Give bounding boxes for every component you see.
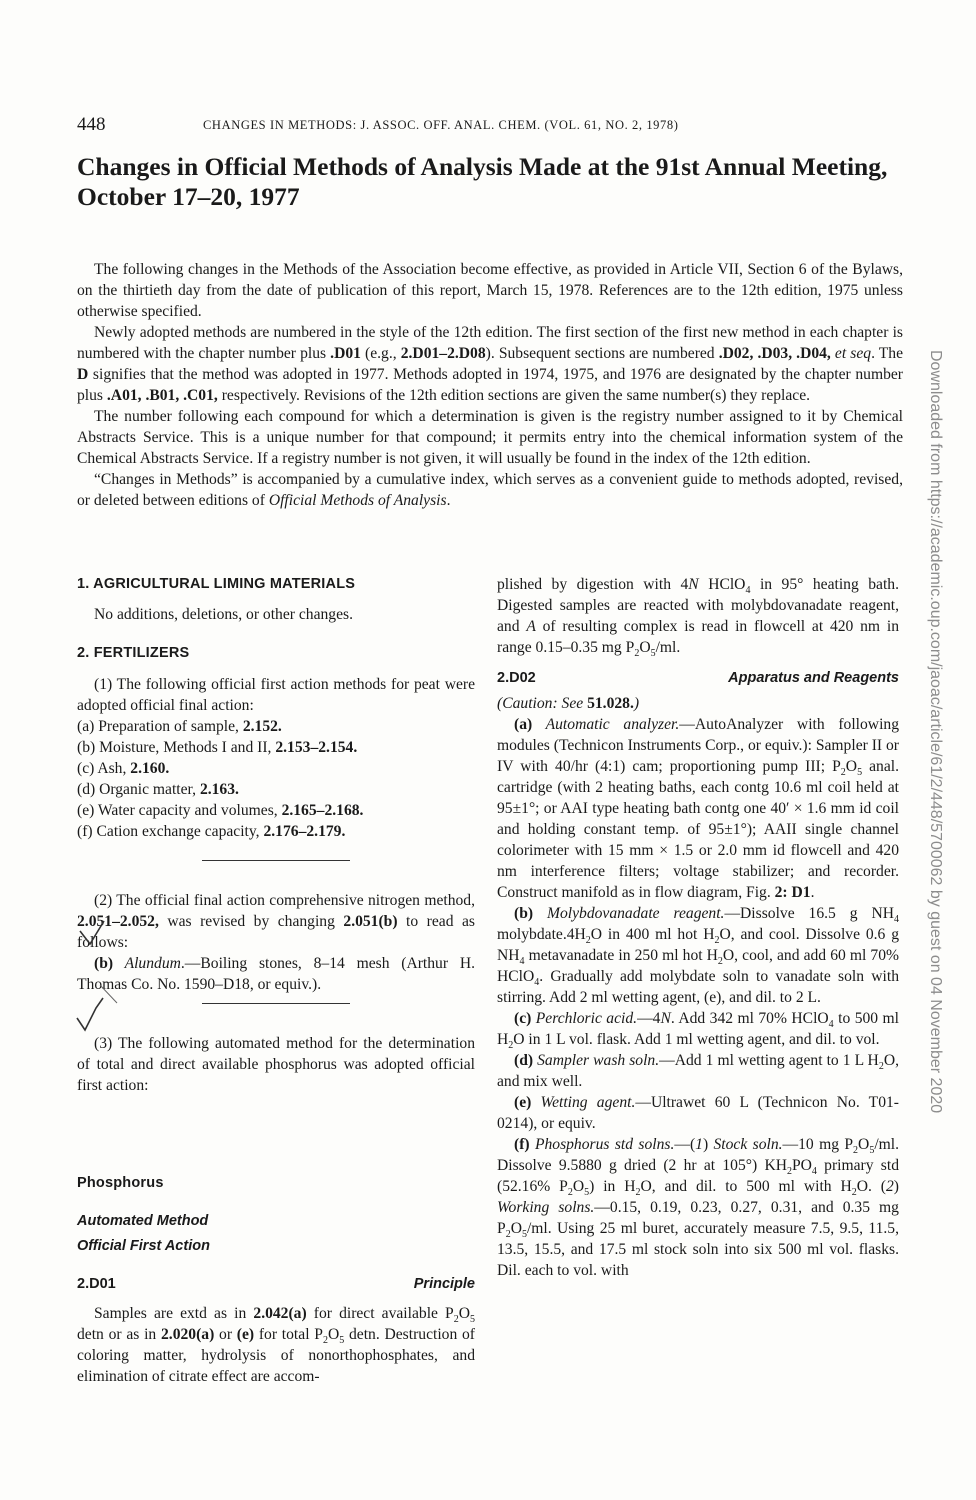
paragraph: (b) Alundum.—Boiling stones, 8–14 mesh (Arthur H. Thomas Co. No. 1590–D18, or equiv.). (77, 955, 475, 993)
paragraph: (3) The following automated method for the determination of total and direct available phosphorus was adopted official first action: (77, 1035, 475, 1094)
list-item: (b) Moisture, Methods I and II, 2.153–2.154. (77, 739, 358, 756)
paragraph: (c) Perchloric acid.—4N. Add 342 ml 70% HClO$_4$ to 500 ml $H_2O$ in 1 L vol. flask. Add 1 ml wetting agent, and dil. to vol. (497, 1010, 899, 1052)
section-heading: 1. AGRICULTURAL LIMING MATERIALS (77, 576, 356, 592)
section-title: Principle (413, 1276, 475, 1292)
list-item: (a) Preparation of sample, 2.152. (77, 718, 282, 735)
list-item: (c) Ash, 2.160. (77, 760, 170, 777)
paragraph: (e) Wetting agent.—Ultrawet 60 L (Technicon No. T01-0214), or equiv. (497, 1094, 899, 1132)
subheading: Automated Method (77, 1213, 209, 1229)
intro-paragraph: The following changes in the Methods of the Association become effective, as provided in Article VII, Section 6 of the Bylaws, on the thirtieth day from the date of publication of this report, March 15, 1978. References are to the 12th edition, 1975 unless otherwise specified. (77, 261, 903, 320)
list-item: (e) Water capacity and volumes, 2.165–2.168. (77, 802, 364, 819)
download-watermark: Downloaded from https://academic.oup.com/jaoac/article/61/2/448/5700062 by guest on 04 November 2020 (927, 350, 944, 1114)
intro-paragraph: “Changes in Methods” is accompanied by a cumulative index, which serves as a convenient guide to methods adopted, revised, or deleted between editions of Official Methods of Analysis. (77, 471, 903, 509)
intro-paragraph: The number following each compound for which a determination is given is the registry number assigned to it by Chemical Abstracts Service. This is a unique number for that compound; it permits entry into the chemical information system of the Chemical Abstracts Service. If a registry number is not given, it will usually be found in the index of the 12th edition. (77, 408, 903, 467)
section-code: 2.D02 (497, 670, 536, 686)
caution-note: (Caution: See 51.028.) (497, 695, 640, 712)
section-code: 2.D01 (77, 1276, 116, 1292)
list-item: (f) Cation exchange capacity, 2.176–2.179. (77, 823, 346, 840)
paragraph: plished by digestion with 4N HClO$_4$ in 95° heating bath. Digested samples are reacted with molybdovanadate reagent, and A of resulting complex is read in flowcell at 420 nm in range 0.15–0.35 mg $P_2O_5/ml$. (497, 576, 900, 660)
list-item: (d) Organic matter, 2.163. (77, 781, 239, 798)
paragraph: Samples are extd as in 2.042(a) for direct available $P_2O_5$ detn or as in 2.020(a) or (e) for total $P_2O_5$ detn. Destruction of coloring matter, hydrolysis of nonorthophosphates, and elimination of citrate effect are accom- (77, 1305, 475, 1385)
pen-stroke-icon (100, 985, 117, 1003)
subheading: Official First Action (77, 1238, 210, 1254)
paragraph: (b) Molybdovanadate reagent.—Dissolve 16.5 g $NH_4$ $molybdate.4H_2O$ in 400 ml hot $H_2O$, and cool. Dissolve 0.6 g $NH_4$ metavanadate in 250 ml hot $H_2O$, cool, and add 60 ml 70% HClO$_4$. Gradually add molybdate soln to vanadate soln with stirring. Add 2 ml wetting agent, (e), and dil. to 2 L. (497, 905, 899, 1006)
paragraph: (a) Automatic analyzer.—AutoAnalyzer with following modules (Technicon Instruments Corp., or equiv.): Sampler II or IV with 40/hr (4:1) cam; proportioning pump III; $P_2O_5$ anal. cartridge (with 2 heating baths, each contg 10.6 ml coil held at 95±1°; or AAI type heating bath contg one 40′ × 1.6 mm id coil and holding constant temp. of 95±1°); AAII single channel colorimeter with 15 mm × 1.5 or 2.0 mm id flowcell and 420 nm interference filters; voltage stabilizer; and recorder. Construct manifold as in flow diagram, Fig. 2: D1. (497, 716, 899, 901)
paragraph: (f) Phosphorus std solns.—(1) Stock soln.—10 mg $P_2O_5/ml$. Dissolve 9.5880 g dried (2 hr at 105°) $KH_2PO_4$ primary std (52.16% $P_2O_5$) in $H_2O$, and dil. to 500 ml with $H_2O$. (2) Working solns.—0.15, 0.19, 0.23, 0.27, 0.31, and 0.35 mg $P_2O_5/ml$. Using 25 ml buret, accurately measure 7.5, 9.5, 11.5, 13.5, 15.5, and 17.5 ml stock soln into six 500 ml vol. flasks. Dil. each to vol. with (497, 1136, 900, 1279)
section-title: Apparatus and Reagents (728, 670, 899, 686)
paragraph: (1) The following official first action methods for peat were adopted official final action: (77, 676, 475, 714)
section-text: No additions, deletions, or other changes. (94, 606, 353, 623)
paragraph: (2) The official final action comprehensive nitrogen method, 2.051–2.052, was revised by changing 2.051(b) to read as follows: (77, 892, 475, 951)
topic-heading: Phosphorus (77, 1175, 164, 1191)
page-number: 448 (77, 114, 106, 135)
check-mark-icon (80, 921, 104, 944)
check-mark-icon (77, 998, 103, 1030)
article-title: Changes in Official Methods of Analysis Made at the 91st Annual Meeting, October 17–20, 1977 (77, 152, 888, 211)
paragraph: (d) Sampler wash soln.—Add 1 ml wetting agent to 1 L $H_2O$, and mix well. (497, 1052, 899, 1090)
intro-paragraph: Newly adopted methods are numbered in the style of the 12th edition. The first section of the first new method in each chapter is numbered with the chapter number plus .D01 (e.g., 2.D01–2.D08). Subsequent sections are numbered .D02, .D03, .D04, et seq. The D signifies that the method was adopted in 1977. Methods adopted in 1974, 1975, and 1976 are designated by the chapter number plus .A01, .B01, .C01, respectively. Revisions of the 12th edition sections are given the same number(s) they replace. (77, 324, 904, 404)
journal-header: CHANGES IN METHODS: J. ASSOC. OFF. ANAL. CHEM. (VOL. 61, NO. 2, 1978) (203, 118, 679, 132)
section-heading: 2. FERTILIZERS (77, 645, 190, 661)
